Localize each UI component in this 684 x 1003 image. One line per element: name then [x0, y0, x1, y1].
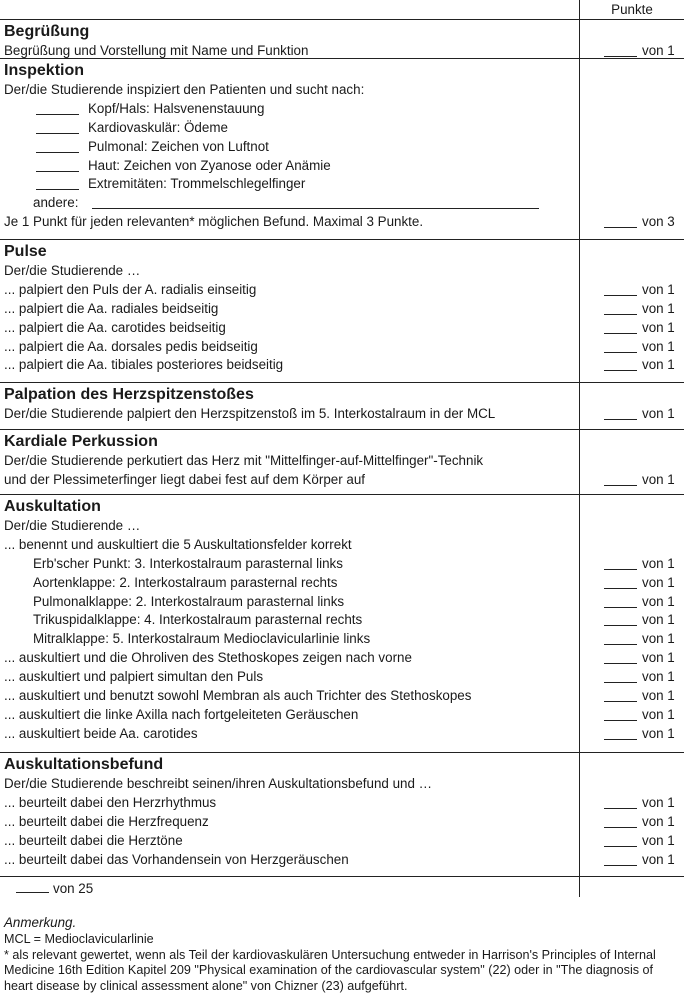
score-blank[interactable]: [604, 485, 637, 486]
score-max: von 1: [642, 794, 675, 810]
list-item: [0, 81, 684, 100]
list-item: [0, 281, 684, 300]
notes-heading: Anmerkung.: [4, 915, 77, 930]
item-text: Der/die Studierende perkutiert das Herz mit "Mittelfinger-auf-Mittelfinger"-Technik: [4, 453, 484, 468]
andere-item: [0, 194, 684, 213]
checkbox-item[interactable]: [0, 119, 684, 138]
list-item: [0, 725, 684, 744]
item-text: Begrüßung und Vorstellung mit Name und Funktion: [4, 43, 309, 58]
score-blank[interactable]: [604, 314, 637, 315]
score-blank[interactable]: [604, 865, 637, 866]
score-blank[interactable]: [604, 644, 637, 645]
total-row: [0, 876, 684, 898]
list-item: [0, 832, 684, 851]
score-blank[interactable]: [604, 607, 637, 608]
item-text: ... auskultiert und die Ohroliven des Stethoskopes zeigen nach vorne: [4, 650, 412, 666]
list-item: [0, 262, 684, 281]
item-text: Pulmonalklappe: 2. Interkostalraum parasternal links: [33, 593, 345, 609]
score-max: von 1: [642, 725, 675, 741]
score-max: von 1: [642, 281, 675, 297]
score-max: von 1: [642, 300, 675, 316]
list-item: [0, 687, 684, 706]
score-max: von 1: [642, 813, 675, 829]
checkbox-item[interactable]: [0, 157, 684, 176]
checkbox-item[interactable]: [0, 175, 684, 194]
check-label: Kardiovaskulär: Ödeme: [88, 119, 228, 135]
item-text: Der/die Studierende …: [4, 263, 141, 278]
list-item: [0, 649, 684, 668]
section-title: Inspektion: [4, 62, 85, 79]
checkbox-item[interactable]: [0, 100, 684, 119]
list-item: [0, 794, 684, 813]
score-max: von 1: [642, 574, 675, 590]
list-item: [0, 630, 684, 649]
item-text: ... beurteilt dabei die Herztöne: [4, 832, 183, 848]
score-blank[interactable]: [604, 333, 637, 334]
table-header: [0, 0, 684, 19]
score-blank[interactable]: [604, 701, 637, 702]
item-text: ... palpiert die Aa. tibiales posteriores beidseitig: [4, 357, 284, 373]
list-item: [0, 405, 684, 424]
section-befund: [0, 752, 684, 876]
score-blank[interactable]: [604, 682, 637, 683]
check-label: Pulmonal: Zeichen von Luftnot: [88, 138, 269, 154]
section-palpation: [0, 382, 684, 429]
check-label: Extremitäten: Trommelschlegelfinger: [88, 176, 306, 192]
item-text: ... auskultiert und benutzt sowohl Membran als auch Trichter des Stethoskopes: [4, 688, 472, 704]
section-title: Kardiale Perkussion: [4, 433, 158, 450]
checkbox-item[interactable]: [0, 138, 684, 157]
section-title: Begrüßung: [4, 23, 90, 40]
item-text: Der/die Studierende beschreibt seinen/ihren Auskultationsbefund und …: [4, 776, 433, 791]
item-text: ... palpiert den Puls der A. radialis einseitig: [4, 281, 257, 297]
section-auskultation: [0, 494, 684, 752]
score-blank[interactable]: [604, 846, 637, 847]
item-text: ... auskultiert die linke Axilla nach fortgeleiteten Geräuschen: [4, 706, 359, 722]
score-max: von 3: [642, 214, 675, 230]
list-item: [0, 706, 684, 725]
check-label: Haut: Zeichen von Zyanose oder Anämie: [88, 157, 331, 173]
score-max: von 1: [642, 832, 675, 848]
list-item: [0, 338, 684, 357]
score-blank[interactable]: [604, 588, 637, 589]
score-blank[interactable]: [604, 227, 637, 228]
section-title: Auskultationsbefund: [4, 756, 164, 773]
score-blank[interactable]: [604, 663, 637, 664]
score-max: von 1: [642, 43, 675, 58]
item-text: Der/die Studierende palpiert den Herzspitzenstoß im 5. Interkostalraum in der MCL: [4, 406, 496, 421]
score-blank[interactable]: [604, 827, 637, 828]
item-text: ... auskultiert beide Aa. carotides: [4, 725, 198, 741]
check-blank[interactable]: [36, 171, 79, 172]
item-text: ... beurteilt dabei das Vorhandensein von Herzgeräuschen: [4, 851, 349, 867]
list-item: [0, 775, 684, 794]
score-blank[interactable]: [604, 352, 637, 353]
item-text: Der/die Studierende …: [4, 518, 141, 533]
item-text: Aortenklappe: 2. Interkostalraum parasternal rechts: [33, 574, 338, 590]
score-max: von 1: [642, 593, 675, 609]
score-blank[interactable]: [604, 569, 637, 570]
list-item: [0, 517, 684, 536]
score-max: von 1: [642, 688, 675, 704]
check-blank[interactable]: [36, 114, 79, 115]
item-text: ... beurteilt dabei den Herzrhythmus: [4, 794, 217, 810]
list-item: [0, 356, 684, 375]
score-max: von 1: [642, 319, 675, 335]
item-text: ... palpiert die Aa. radiales beidseitig: [4, 300, 219, 316]
item-text: ... palpiert die Aa. dorsales pedis beidseitig: [4, 338, 258, 354]
item-text: ... palpiert die Aa. carotides beidseitig: [4, 319, 226, 335]
score-max: von 1: [642, 338, 675, 354]
section-perkussion: [0, 429, 684, 494]
andere-label: andere:: [33, 195, 79, 211]
list-item: [0, 471, 684, 490]
score-max: von 1: [642, 706, 675, 722]
notes-footnote: * als relevant gewertet, wenn als Teil der kardiovaskulären Untersuchung entweder in Harrison's Principles of Internal Medicine 16th Edition Kapitel 209 "Physical examination of the cardiovascular system" (22) oder in "The diagnosis of heart disease by clinical assessment alone" von Chizner (23) aufgeführt.: [4, 947, 656, 993]
item-text: Trikuspidalklappe: 4. Interkostalraum parasternal rechts: [33, 612, 363, 628]
section-pulse: [0, 239, 684, 382]
andere-input-line[interactable]: [92, 208, 539, 209]
list-item: [0, 300, 684, 319]
check-blank[interactable]: [36, 133, 79, 134]
item-text: ... auskultiert und palpiert simultan den Puls: [4, 669, 264, 685]
list-item: [0, 668, 684, 687]
notes-abbreviation: MCL = Medioclavicularlinie: [4, 932, 154, 946]
score-blank[interactable]: [604, 625, 637, 626]
score-blank[interactable]: [16, 892, 49, 893]
score-max: von 25: [53, 881, 94, 896]
score-blank[interactable]: [604, 808, 637, 809]
score-max: von 1: [642, 406, 675, 421]
section-inspektion: [0, 58, 684, 239]
list-item: [0, 319, 684, 338]
notes: [4, 914, 682, 994]
section-title: Pulse: [4, 243, 47, 260]
item-text: ... beurteilt dabei die Herzfrequenz: [4, 813, 209, 829]
check-blank[interactable]: [36, 189, 79, 190]
score-max: von 1: [642, 669, 675, 685]
item-text: ... benennt und auskultiert die 5 Auskultationsfelder korrekt: [4, 536, 352, 552]
section-title: Palpation des Herzspitzenstoßes: [4, 386, 254, 403]
score-blank[interactable]: [604, 370, 637, 371]
list-item: [0, 574, 684, 593]
score-max: von 1: [642, 650, 675, 666]
section-begruessung: [0, 19, 684, 58]
item-text: und der Plessimeterfinger liegt dabei fest auf dem Körper auf: [4, 471, 366, 487]
scoring-text: Je 1 Punkt für jeden relevanten* möglichen Befund. Maximal 3 Punkte.: [4, 214, 424, 230]
scoring-row: [0, 213, 684, 232]
check-blank[interactable]: [36, 152, 79, 153]
section-title: Auskultation: [4, 498, 101, 515]
score-blank[interactable]: [604, 739, 637, 740]
score-max: von 1: [642, 851, 675, 867]
score-blank[interactable]: [604, 419, 637, 420]
list-item: [0, 851, 684, 870]
list-item: [0, 536, 684, 555]
score-max: von 1: [642, 555, 675, 571]
item-text: Der/die Studierende inspiziert den Patienten und sucht nach:: [4, 82, 365, 97]
item-text: Mitralklappe: 5. Interkostalraum Medioclavicularlinie links: [33, 631, 371, 647]
score-max: von 1: [642, 357, 675, 373]
score-max: von 1: [642, 471, 675, 487]
list-item: [0, 611, 684, 630]
list-item: [0, 555, 684, 574]
points-header: Punkte: [611, 2, 653, 17]
list-item: [0, 452, 684, 471]
item-text: Erb'scher Punkt: 3. Interkostalraum parasternal links: [33, 555, 343, 571]
score-blank[interactable]: [604, 295, 637, 296]
list-item: [0, 593, 684, 612]
list-item: [0, 813, 684, 832]
check-label: Kopf/Hals: Halsvenenstauung: [88, 100, 265, 116]
score-blank[interactable]: [604, 720, 637, 721]
score-blank[interactable]: [604, 56, 637, 57]
score-max: von 1: [642, 631, 675, 647]
score-max: von 1: [642, 612, 675, 628]
